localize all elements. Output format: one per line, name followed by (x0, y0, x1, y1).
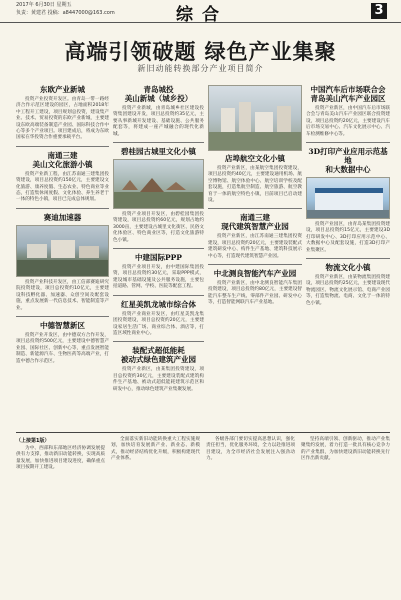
article-body: 投资产业新区，由中国汽车后市场联合会与青岛美山汽车产业园区联合投资建设，项目总投资约20亿元，主要建设汽车后市场交易中心、汽车文化展示中心、汽车检测维修中心等。 (306, 106, 390, 137)
article-title: 店埠航空文化小镇 (225, 154, 285, 163)
article-title: 装配式超低能耗 被动式绿色建筑产业园 (121, 346, 196, 365)
article-title: 南通三建 美山文化旅游小镇 (32, 150, 93, 169)
article-body: 坚持高端引领、创新驱动，推动产业集聚集约发展，着力打造一批具有核心竞争力的产业集群，为加快建设新旧动能转换先行区作出新贡献。 (301, 437, 390, 462)
article-body: 投资产业新工程，由江苏南通三建集团投资建设，项目总投资约150亿元，主要建设文化旅游、康养度假、生态农业、特色商业等业态，打造集休闲度假、文化体验、养生养老于一体的特色小镇，项目已完成总体规划。 (16, 171, 109, 203)
article-body: 投资产业科技开发区，由工信部赛迪研究院投资建设，项目总投资约10亿元，主要建设科技孵化器、加速器、众创空间及配套设施，重点发展新一代信息技术、智能制造等产业。 (16, 279, 109, 311)
article-title: 3D打印产业应用示范基地 和大数据中心 (308, 147, 388, 175)
divider (208, 264, 302, 265)
article-title: 红星美凯龙城市综合体 (121, 299, 196, 309)
article-body: 各级各部门要切实提高思想认识，强化责任担当，优化服务环境，全力以赴推进项目建设，为全市经济社会发展注入强劲动力。 (206, 437, 295, 462)
article-body: 投资产业新城，由青岛城乡社区建设投资集团建设开发，项目总投资约35亿元，主要从事新城开发建设、基础设施、公共服务配套等，将建成一座产城融合的现代化新城。 (113, 106, 204, 137)
article-body: 投资产业项目开发，由中建国际集团投资，项目总投资约30亿元，采取PPP模式，建设城市基础设施及公共服务设施，主要包括道路、管网、学校、医院等配套工程。 (113, 265, 204, 290)
divider (113, 341, 204, 342)
divider (16, 208, 109, 209)
article-body: 投资产业新区，由某集团投资建设，项目总投资约30亿元，主要建设装配式建筑构件生产基地、被动式超低能耗建筑示范区和研发中心，推动绿色建筑产业集聚发展。 (113, 367, 204, 392)
article-body: 投资产业项目开发区，由碧桂园集团投资建设，项目总投资约60亿元，规划占地约3000亩，主要建设古城里文化街区、民俗文化体验区、特色商业区等，打造文化旅游特色小镇。 (113, 212, 204, 243)
editor-info: 负责：黄建君 投稿：a8447000@163.com (16, 10, 115, 16)
aerial-photo (16, 225, 109, 277)
divider (113, 295, 204, 296)
page-number: 3 (371, 3, 387, 19)
article-body: 投资产业投资开发区。由青岛一带一路经济合作示范区建设的园区，占地面积2018年中工程开工建设，项目规划总投资，建设集产业、技术、贸易投资的东欧产业新城，主要建设东欧高端装备制造产业园、国际科技合作中心等多个产业项目。项目建成后，将成为东欧国家在华投资合作重要承载平台。 (16, 97, 109, 141)
continued-tag: （上接第1版） (16, 438, 50, 444)
continued-article (16, 432, 390, 593)
divider (16, 316, 109, 317)
divider (113, 142, 204, 143)
column-4 (306, 82, 390, 307)
divider (306, 258, 390, 259)
article-title: 中德智慧新区 (40, 320, 85, 330)
article-body: 投资产业新区，由江苏南通三建集团投资建设，项目总投资约20亿元，主要建设装配式建筑研发中心、构件生产基地、建筑科技展示中心等，打造现代建筑智慧产业园。 (208, 234, 302, 259)
town-aerial-photo (208, 85, 302, 151)
masthead (0, 0, 401, 23)
article-title: 中建国际PPP (135, 253, 182, 263)
page-headline: 高端引领破题 绿色产业集聚 (64, 39, 337, 64)
article-title: 赛迪加速器 (43, 212, 82, 222)
article-body: 投资产业新区，由某航空集团投资建设，项目总投资约40亿元，主要建设通用机场、航空博物馆、航空体验中心、航空培训学校及配套设施，打造集航空制造、航空旅游、航空教育于一体的航空特色小镇，目前项目已启动建设。 (208, 166, 302, 204)
divider (113, 248, 204, 249)
issue-date: 2017年 6月30日 星期五 (16, 2, 72, 8)
article-body: 投资产业商业开发区，由红星美凯龙集团投资建设，项目总投资约20亿元，主要建设家居生活广场、商业综合体、酒店等，打造区域性商业中心。 (113, 311, 204, 336)
divider (306, 142, 390, 143)
article-title: 东欧产业新城 (40, 85, 85, 94)
article-title: 南通三建 现代建筑智慧产业园 (221, 213, 289, 232)
section-title: 综合 (176, 5, 228, 25)
building-photo (306, 177, 390, 219)
article-title: 中国汽车后市场联合会 青岛美山汽车产业园区 (310, 85, 386, 103)
article-body: 投资产业开发区，由中德双方合作开发，项目总投资约500亿元，主要建设中德智慧产业园、国际社区、创新中心等，重点发展智能制造、新能源汽车、生物医药等高端产业，打造中德合作示范区。 (16, 332, 109, 364)
article-body: 投资产业园区，由青岛某集团投资建设，项目总投资约15亿元，主要建设3D打印研发中心、3D打印应用示范中心、大数据中心及配套设施，打造3D打印产业集聚区。 (306, 222, 390, 253)
divider (208, 208, 302, 209)
column-3 (208, 82, 302, 307)
article-body: 全面落实新旧动能转换重大工程实施规划，加快培育发展新产业、新业态、新模式，推动经济结构优化升级，积极构建现代产业体系。 (111, 437, 200, 462)
article-title: 青岛城投 美山新城（城乡投） (124, 85, 193, 103)
article-title: 中北测良智能汽车产业园 (213, 269, 297, 279)
article-body: 为中、西部和东部地区经济协调发展提供有力支撑，推动新旧动能转换，实现高质量发展，加快推进项目建设进度，确保重点项目按期开工建设。 (16, 446, 105, 471)
column-2 (113, 82, 204, 393)
article-title: 物流文化小镇 (325, 263, 371, 273)
article-body: 投资产业新区，由中北测良智能汽车集团投资建设，项目总投资约80亿元，主要建设智能汽车整车生产线、零部件产业园、研发中心等，打造智能网联汽车产业基地。 (208, 281, 302, 306)
article-body: 投资产业新区，由某物流集团投资建设，项目总投资约25亿元，主要建设现代物流园区、物流文化展示馆、电商产业园等，打造集物流、电商、文化于一体的特色小镇。 (306, 275, 390, 306)
article-title: 碧桂园古城里文化小镇 (121, 147, 196, 157)
town-rendering-photo (113, 159, 204, 209)
column-1 (16, 82, 109, 365)
page-subheadline: 新旧动能转换部分产业项目简介 (137, 64, 264, 73)
divider (16, 146, 109, 147)
